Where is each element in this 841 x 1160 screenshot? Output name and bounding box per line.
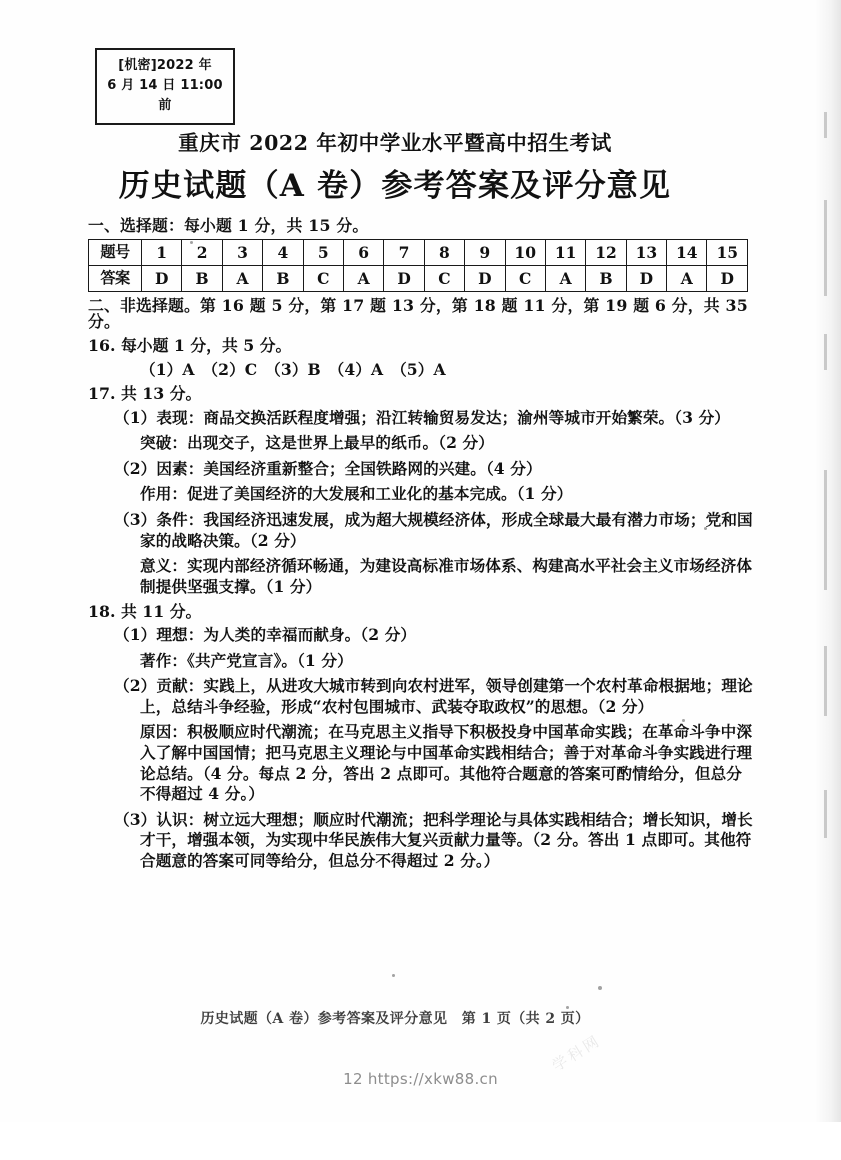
confidential-notice-box [95,48,235,125]
table-cell: 2 [182,239,222,265]
table-cell: 5 [303,239,343,265]
question-16-line-1: （1）A （2）C （3）B （4）A （5）A [140,359,446,379]
question-18-number: 18. [88,601,116,621]
table-cell: 15 [707,239,748,265]
table-cell: 13 [626,239,666,265]
table-cell: C [303,265,343,291]
question-18-heading [88,600,756,623]
question-17-part-1-tupo: 突破：出现交子，这是世界上最早的纸币。（2 分） [140,433,494,453]
confidential-line-2: 6 月 14 日 11:00 前 [107,78,223,114]
question-18-part-1-zhuzuo: 著作：《共产党宣言》。（1 分） [140,650,353,670]
question-16-heading [88,334,756,357]
table-cell: 8 [424,239,464,265]
question-16-number: 16. [88,336,116,356]
question-17-part-1-biaoxian: （1）表现：商品交换活跃程度增强；沿江转输贸易发达；渝州等城市开始繁荣。（3 分） [114,407,730,427]
scan-margin-mark [824,200,827,296]
table-row-question-numbers [89,239,748,265]
scan-margin-mark [824,112,827,138]
table-cell: 9 [465,239,505,265]
question-17-part-3-tiaojian: （3）条件：我国经济迅速发展，成为超大规模经济体，形成全球最大最有潜力市场；党和国家的战略决策。（2 分） [114,510,753,550]
table-cell: 6 [343,239,383,265]
table-cell: D [465,265,505,291]
scan-margin-mark [824,334,827,370]
table-cell: 12 [586,239,626,265]
question-18-head-text: 共 11 分。 [120,601,202,621]
table-cell: B [182,265,222,291]
table-cell: B [586,265,626,291]
table-cell: D [142,265,182,291]
question-17-part-3-yiyi: 意义：实现内部经济循环畅通，为建设高标准市场体系、构建高水平社会主义市场经济体制提供坚强支撑。（1 分） [140,556,753,596]
scan-speck [392,974,395,977]
table-cell: 7 [384,239,424,265]
question-18-part-1-lixiang: （1）理想：为人类的幸福而献身。（2 分） [114,625,417,645]
table-cell: A [343,265,383,291]
row-label-answer: 答案 [89,265,142,291]
table-cell: 14 [667,239,707,265]
page-title: 历史试题（A 卷）参考答案及评分意见 [118,168,672,204]
question-18-part-2-yuanyin: 原因：积极顺应时代潮流；在马克思主义指导下积极投身中国革命实践；在革命斗争中深入了解中国国情；把马克思主义理论与中国革命实践相结合；善于对革命斗争实践进行理论总结。（4 分。每点 2 分，答出 2 点即可。其他符合题意的答案可酌情给分，但总分不得超过 4 分。） [140,722,753,804]
question-18-part-3-renshi: （3）认识：树立远大理想；顺应时代潮流；把科学理论与具体实践相结合；增长知识，增长才干，增强本领，为实现中华民族伟大复兴贡献力量等。（2 分。答出 1 点即可。其他符合题意的答案可同等给分，但总分不得超过 2 分。） [114,809,753,870]
page-footer: 历史试题（A 卷）参考答案及评分意见 第 1 页（共 2 页） [200,1011,590,1027]
scan-margin-mark [824,646,827,716]
table-row-answers [89,265,748,291]
table-cell: A [667,265,707,291]
question-16-head-text: 每小题 1 分，共 5 分。 [120,336,292,356]
section-two-heading: 二、非选择题。第 16 题 5 分，第 17 题 13 分，第 18 题 11 分，第 19 题 6 分，共 35 分。 [88,295,748,331]
table-cell: A [222,265,262,291]
answer-key-content [88,218,756,874]
scan-margin-mark [824,790,827,838]
question-17-part-2-zuoyong: 作用：促进了美国经济的大发展和工业化的基本完成。（1 分） [140,484,573,504]
table-cell: 3 [222,239,262,265]
table-cell: B [263,265,303,291]
diagonal-watermark: 学科网 [549,1031,605,1075]
table-cell: C [424,265,464,291]
question-17-part-2-yinsu: （2）因素：美国经济重新整合；全国铁路网的兴建。（4 分） [114,458,542,478]
scan-speck [598,986,602,990]
table-cell: 11 [545,239,585,265]
site-watermark: 12 https://xkw88.cn [343,1070,498,1088]
table-cell: D [707,265,748,291]
table-cell: 10 [505,239,545,265]
table-cell: C [505,265,545,291]
question-17-head-text: 共 13 分。 [120,384,202,404]
table-cell: A [545,265,585,291]
scan-margin-mark [824,470,827,590]
row-label-question-number: 题号 [89,239,142,265]
question-18-part-2-gongxian: （2）贡献：实践上，从进攻大城市转到向农村进军，领导创建第一个农村革命根据地；理论上，总结斗争经验，形成“农村包围城市、武装夺取政权”的思想。（2 分） [114,676,753,716]
confidential-line-1: [机密]2022 年 [118,58,212,73]
question-17-number: 17. [88,384,116,404]
table-cell: D [626,265,666,291]
table-cell: 4 [263,239,303,265]
table-cell: 1 [142,239,182,265]
question-17-heading [88,382,756,405]
table-cell: D [384,265,424,291]
exam-name-heading: 重庆市 2022 年初中学业水平暨高中招生考试 [178,131,612,155]
scan-edge-artifact [815,0,841,1122]
multiple-choice-answer-table [88,239,748,292]
section-one-heading: 一、选择题：每小题 1 分，共 15 分。 [88,216,369,235]
